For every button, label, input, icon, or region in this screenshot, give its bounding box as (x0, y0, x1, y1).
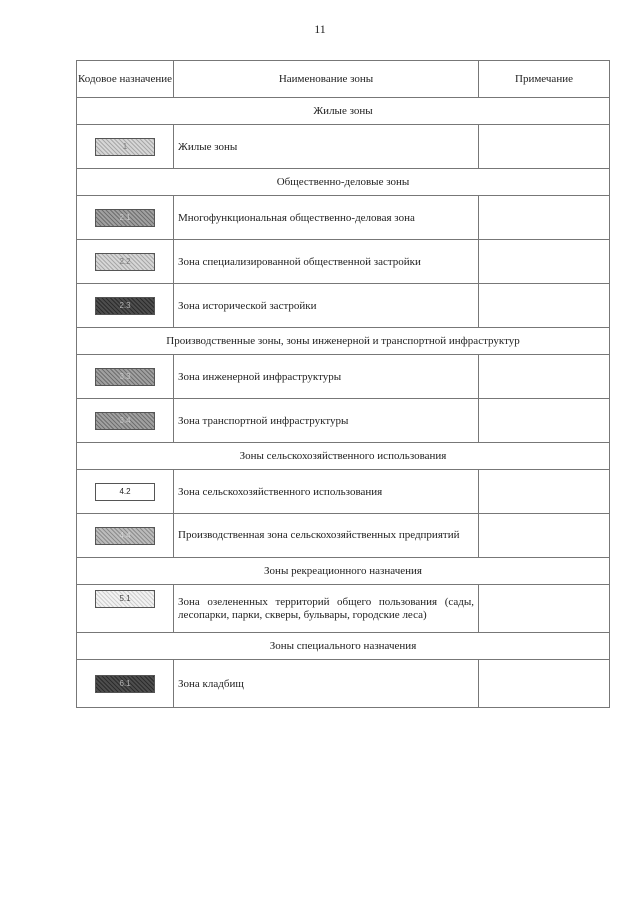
zone-note (479, 284, 610, 328)
table-row (77, 125, 610, 169)
section-title: Зоны рекреационного назначения (77, 558, 610, 585)
section-title: Производственные зоны, зоны инженерной и транспортной инфраструктур (77, 328, 610, 355)
zone-code-swatch: 3.3 (95, 368, 155, 386)
zone-note (479, 585, 610, 633)
table-row (77, 240, 610, 284)
zone-code-swatch: 2.1 (95, 209, 155, 227)
table-row (77, 196, 610, 240)
header-note: Примечание (479, 61, 610, 98)
header-code: Кодовое назначение (77, 61, 174, 98)
table-row (77, 399, 610, 443)
table-header-row (77, 61, 610, 98)
zone-name: Зона кладбищ (174, 660, 479, 708)
section-special (77, 633, 610, 660)
zone-code-swatch: 2.2 (95, 253, 155, 271)
table-row (77, 660, 610, 708)
section-recreational (77, 558, 610, 585)
zone-note (479, 660, 610, 708)
zone-code-swatch: 4.2 (95, 483, 155, 501)
table-row (77, 284, 610, 328)
zone-name: Зона озелененных территорий общего пользования (сады, лесопарки, парки, скверы, бульвары, городские леса) (174, 585, 479, 633)
zone-note (479, 470, 610, 514)
section-residential (77, 98, 610, 125)
zone-code-swatch: 2.3 (95, 297, 155, 315)
zone-name: Зона сельскохозяйственного использования (174, 470, 479, 514)
zone-note (479, 240, 610, 284)
section-public-business (77, 169, 610, 196)
zone-code-swatch: 3.4 (95, 412, 155, 430)
zone-note (479, 125, 610, 169)
zone-code-swatch: 1 (95, 138, 155, 156)
section-title: Общественно-деловые зоны (77, 169, 610, 196)
zone-name: Зона специализированной общественной застройки (174, 240, 479, 284)
page-number: 11 (314, 22, 326, 36)
zone-name: Зона исторической застройки (174, 284, 479, 328)
table-row (77, 514, 610, 558)
table-row (77, 470, 610, 514)
zone-code-swatch: 6.1 (95, 675, 155, 693)
table-row (77, 355, 610, 399)
header-name: Наименование зоны (174, 61, 479, 98)
zone-name: Производственная зона сельскохозяйственных предприятий (174, 514, 479, 558)
zone-code-swatch: 4.4 (95, 527, 155, 545)
section-title: Жилые зоны (77, 98, 610, 125)
section-title: Зоны специального назначения (77, 633, 610, 660)
zones-table (76, 60, 610, 708)
zone-name: Зона инженерной инфраструктуры (174, 355, 479, 399)
zone-name: Зона транспортной инфраструктуры (174, 399, 479, 443)
zone-note (479, 399, 610, 443)
table-row (77, 585, 610, 633)
zone-code-swatch: 5.1 (95, 590, 155, 608)
section-industrial (77, 328, 610, 355)
zone-note (479, 514, 610, 558)
zone-note (479, 196, 610, 240)
zone-name: Жилые зоны (174, 125, 479, 169)
zone-note (479, 355, 610, 399)
section-title: Зоны сельскохозяйственного использования (77, 443, 610, 470)
section-agricultural (77, 443, 610, 470)
zone-name: Многофункциональная общественно-деловая зона (174, 196, 479, 240)
